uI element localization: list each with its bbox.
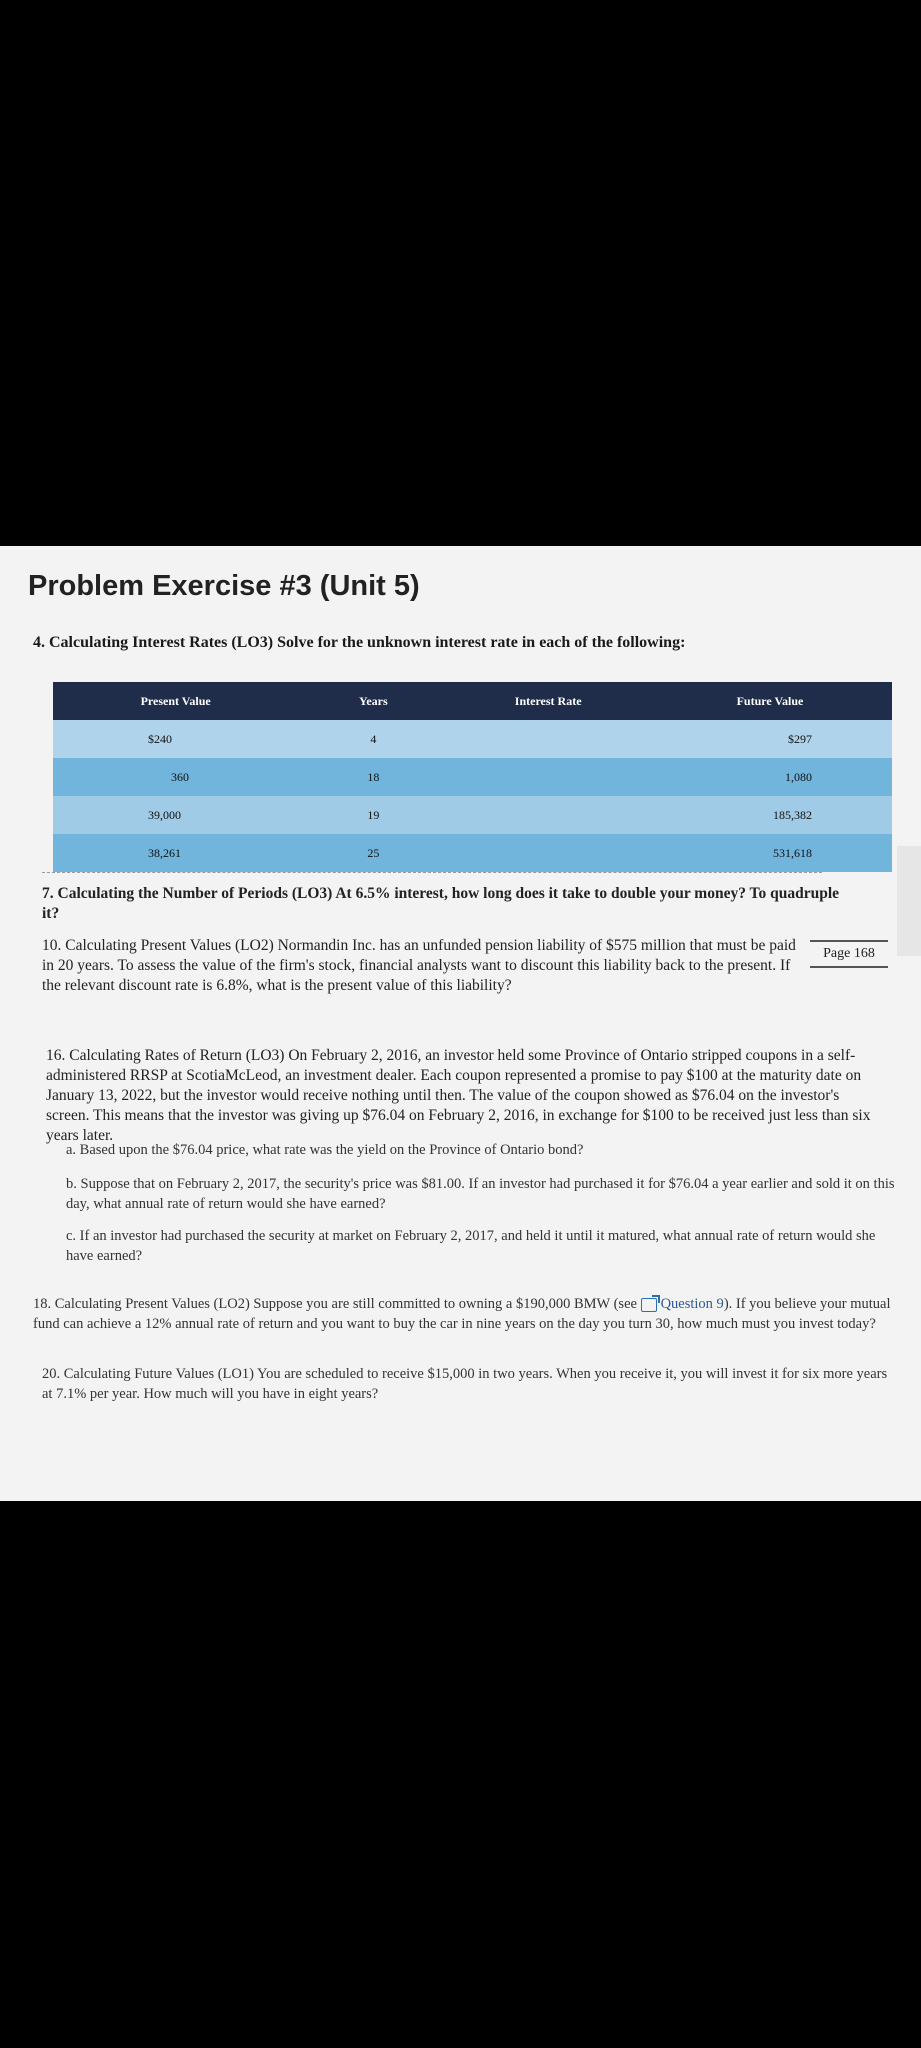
header-present-value: Present Value: [53, 682, 298, 720]
cell-interest-rate: [448, 758, 648, 796]
cell-years: 19: [298, 796, 448, 834]
table-row: [53, 720, 892, 758]
question-20: 20. Calculating Future Values (LO1) You are scheduled to receive $15,000 in two years. When you receive it, you will invest it for six more years at 7.1% per year. How much will you have in eight years?: [42, 1366, 888, 1402]
document-image: [0, 546, 921, 1501]
cell-interest-rate: [448, 834, 648, 872]
cell-future-value: 1,080: [648, 758, 892, 796]
question-18-suffix: ). If you believe your mutual fund can achieve a 12% annual rate of return and you want to buy the car in nine years on the day you turn 30, how much must you invest today?: [33, 1296, 891, 1332]
question-16a: a. Based upon the $76.04 price, what rate was the yield on the Province of Ontario bond?: [66, 1142, 584, 1158]
cell-future-value: $297: [648, 720, 892, 758]
table-header-row: [53, 682, 892, 720]
cell-years: 25: [298, 834, 448, 872]
question-16b: b. Suppose that on February 2, 2017, the security's price was $81.00. If an investor had purchased it for $76.04 a year earlier and sold it on this day, what annual rate of return would she have earned?: [66, 1176, 895, 1212]
cell-future-value: 185,382: [648, 796, 892, 834]
cell-present-value: 360: [53, 758, 298, 796]
question-16c: c. If an investor had purchased the security at market on February 2, 2017, and held it until it matured, what annual rate of return would she have earned?: [66, 1228, 876, 1264]
question-18: [33, 1294, 893, 1334]
interest-rate-table: [53, 682, 892, 872]
question-10: 10. Calculating Present Values (LO2) Normandin Inc. has an unfunded pension liability of $575 million that must be paid in 20 years. To assess the value of the firm's stock, financial analysts want to discount this liability back to the present. If the relevant discount rate is 6.8%, what is the present value of this liability?: [42, 937, 796, 994]
cell-years: 4: [298, 720, 448, 758]
cell-interest-rate: [448, 796, 648, 834]
page-title: Problem Exercise #3 (Unit 5): [28, 570, 420, 602]
cell-present-value: 39,000: [53, 796, 298, 834]
question-16: 16. Calculating Rates of Return (LO3) On February 2, 2016, an investor held some Province of Ontario stripped coupons in a self-administered RRSP at ScotiaMcLeod, an investment dealer. Each coupon represented a promise to pay $100 at the maturity date on January 13, 2022, but the investor would receive nothing until then. The value of the coupon showed as $76.04 on the investor's screen. This means that the investor was giving up $76.04 on February 2, 2016, in exchange for $100 to be received just less than six years later.: [46, 1047, 871, 1144]
cell-interest-rate: [448, 720, 648, 758]
header-years: Years: [298, 682, 448, 720]
cell-years: 18: [298, 758, 448, 796]
table-row: [53, 758, 892, 796]
cell-present-value: $240: [53, 720, 298, 758]
external-link-icon[interactable]: [641, 1298, 657, 1312]
cell-present-value: 38,261: [53, 834, 298, 872]
header-future-value: Future Value: [648, 682, 892, 720]
question-9-link[interactable]: Question 9: [660, 1296, 724, 1312]
cell-future-value: 531,618: [648, 834, 892, 872]
dashed-divider: [42, 872, 822, 873]
question-7: 7. Calculating the Number of Periods (LO3) At 6.5% interest, how long does it take to double your money? To quadruple it?: [42, 885, 840, 922]
header-interest-rate: Interest Rate: [448, 682, 648, 720]
scroll-strip: [897, 846, 921, 956]
question-18-prefix: 18. Calculating Present Values (LO2) Suppose you are still committed to owning a $190,000 BMW (see: [33, 1296, 637, 1312]
table-row: [53, 834, 892, 872]
table-row: [53, 796, 892, 834]
page-reference: Page 168: [810, 940, 888, 968]
question-4: 4. Calculating Interest Rates (LO3) Solve for the unknown interest rate in each of the following:: [33, 634, 686, 651]
